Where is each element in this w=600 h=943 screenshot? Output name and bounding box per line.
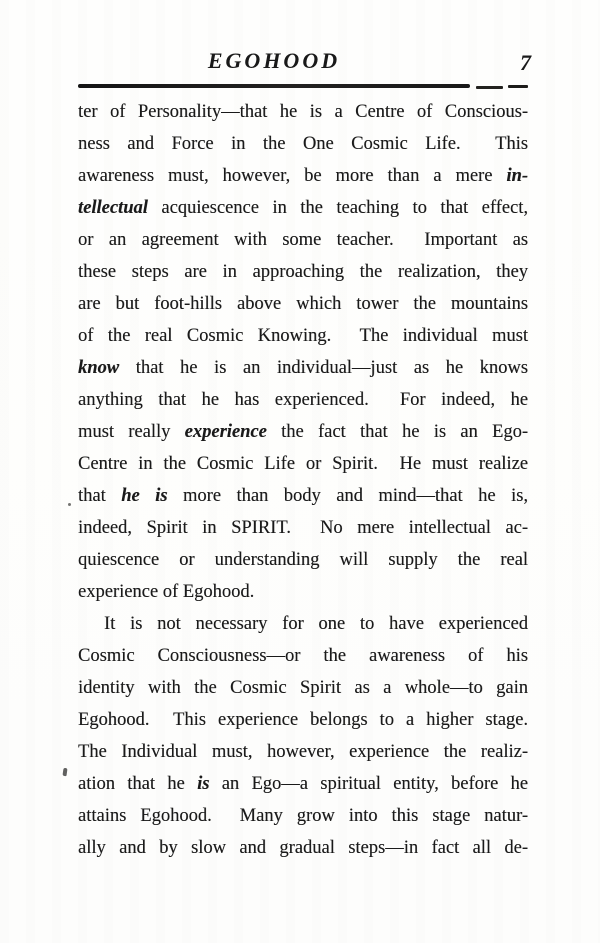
text-line: experience of Egohood.: [78, 582, 255, 602]
text-line: must really experience the fact that he is an Ego-: [78, 422, 528, 442]
text-line: indeed, Spirit in SPIRIT. No mere intellectual ac-: [78, 518, 528, 538]
text-line: ter of Personality—that he is a Centre of Conscious-: [78, 102, 528, 122]
text-line: or an agreement with some teacher. Important as: [78, 230, 528, 250]
text-line: ally and by slow and gradual steps—in fact all de-: [78, 838, 528, 858]
text-line: know that he is an individual—just as he knows: [78, 358, 528, 378]
text-line: ation that he is an Ego—a spiritual entity, before he: [78, 774, 528, 794]
text-line: awareness must, however, be more than a mere in-: [78, 166, 528, 186]
header-rule-dash: [476, 86, 503, 89]
header-rule-dash: [508, 85, 528, 88]
text-line: identity with the Cosmic Spirit as a whole—to gain: [78, 678, 528, 698]
text-line: Egohood. This experience belongs to a higher stage.: [78, 710, 528, 730]
page-number: 7: [520, 50, 531, 75]
text-line: quiescence or understanding will supply the real: [78, 550, 528, 570]
text-line: It is not necessary for one to have experienced: [104, 614, 528, 634]
text-line: Cosmic Consciousness—or the awareness of his: [78, 646, 528, 666]
text-line: The Individual must, however, experience the realiz-: [78, 742, 528, 762]
text-line: of the real Cosmic Knowing. The individual must: [78, 326, 528, 346]
scan-speck: [68, 503, 71, 506]
page-body: [78, 96, 528, 864]
text-line: tellectual acquiescence in the teaching to that effect,: [78, 198, 528, 218]
text-line: are but foot-hills above which tower the mountains: [78, 294, 528, 314]
text-line: ness and Force in the One Cosmic Life. This: [78, 134, 528, 154]
text-line: that he is more than body and mind—that he is,: [78, 486, 528, 506]
text-line: anything that he has experienced. For indeed, he: [78, 390, 528, 410]
text-line: Centre in the Cosmic Life or Spirit. He must realize: [78, 454, 528, 474]
header-rule: [78, 84, 470, 88]
text-line: these steps are in approaching the realization, they: [78, 262, 528, 282]
text-line: attains Egohood. Many grow into this stage natur-: [78, 806, 528, 826]
page-title: EGOHOOD: [207, 48, 341, 73]
scan-speck: [62, 768, 67, 776]
